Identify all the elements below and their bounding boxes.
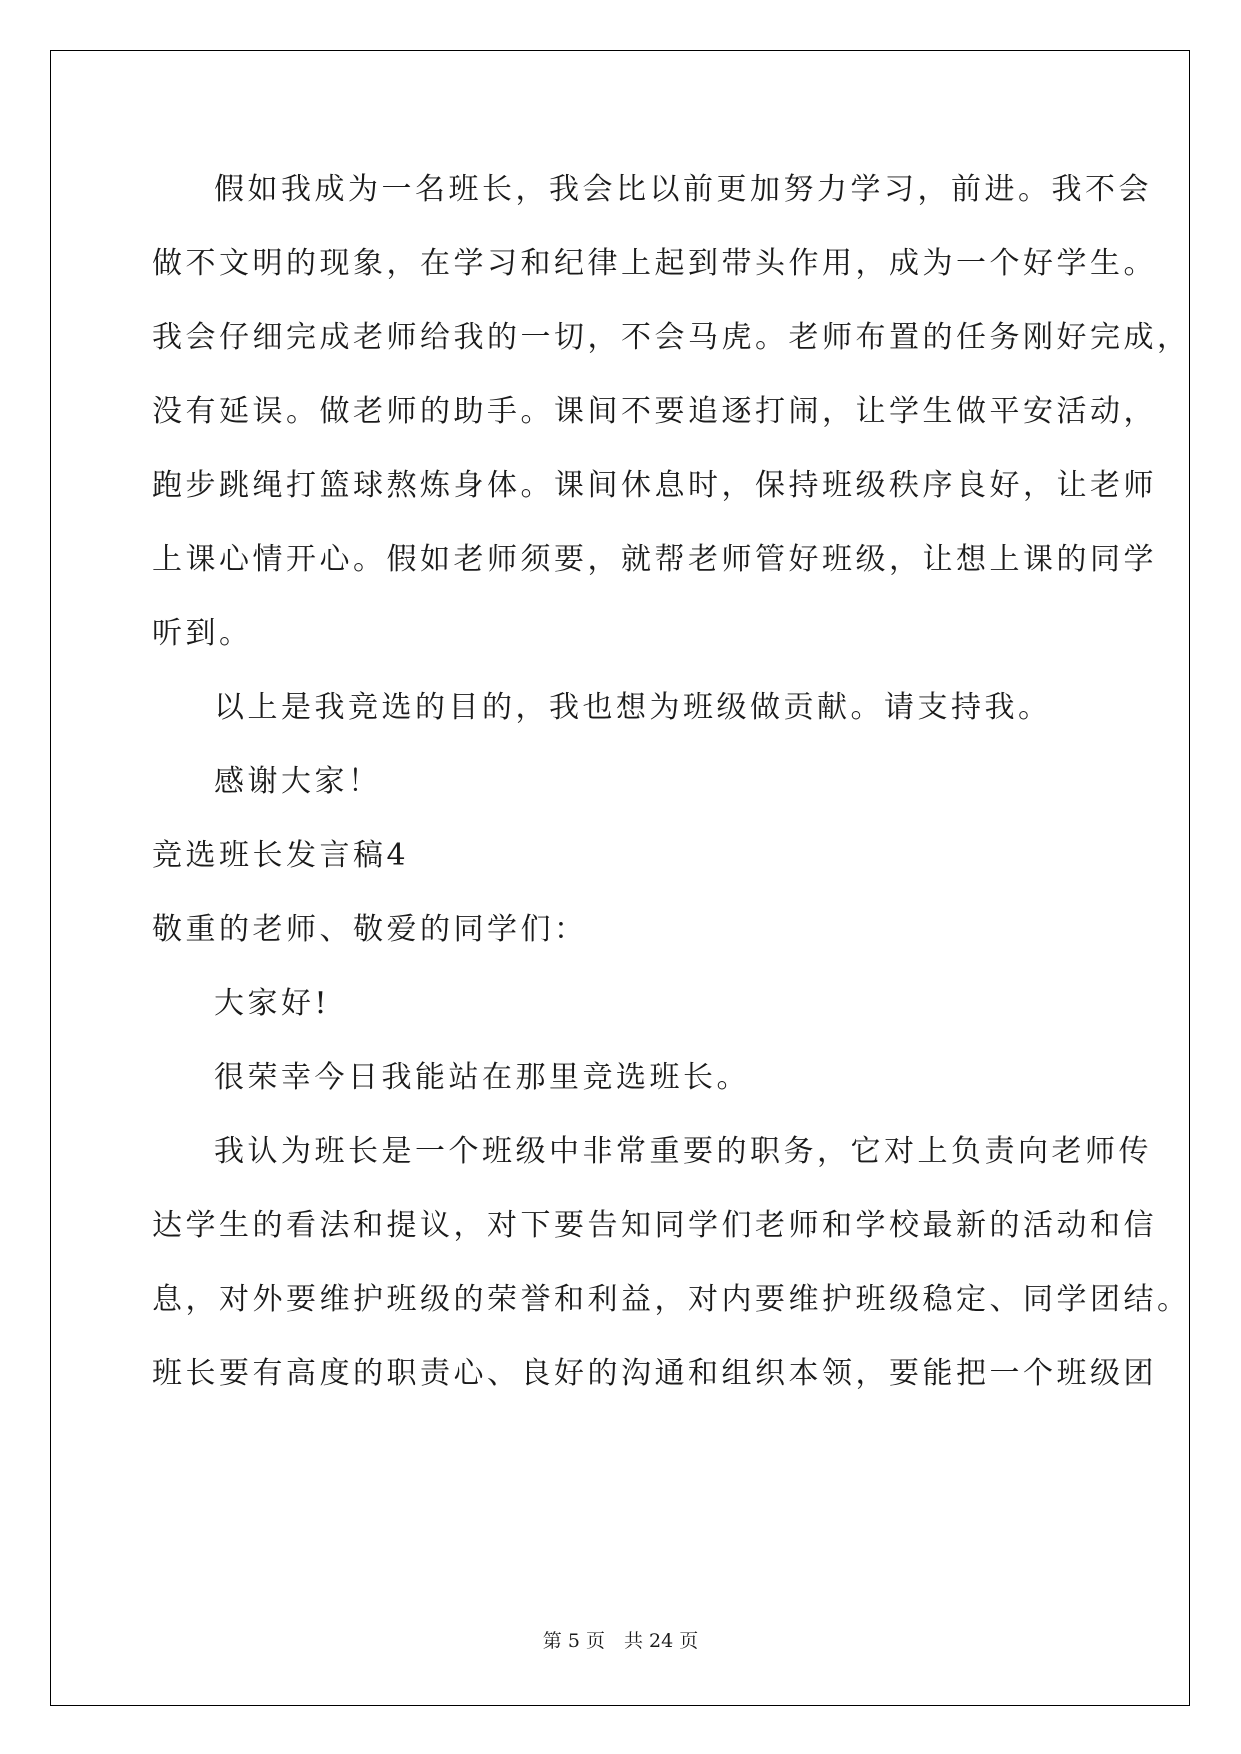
salutation: 敬重的老师、敬爱的同学们： xyxy=(152,912,588,947)
paragraph-line: 我认为班长是一个班级中非常重要的职务，它对上负责向老师传 xyxy=(214,1134,1152,1169)
paragraph-line: 假如我成为一名班长，我会比以前更加努力学习，前进。我不会 xyxy=(214,172,1152,207)
paragraph-line: 没有延误。做老师的助手。课间不要追逐打闹，让学生做平安活动， xyxy=(152,394,1157,429)
paragraph-line: 我会仔细完成老师给我的一切，不会马虎。老师布置的任务刚好完成， xyxy=(152,320,1191,355)
paragraph-line: 做不文明的现象，在学习和纪律上起到带头作用，成为一个好学生。 xyxy=(152,246,1157,281)
paragraph-line: 听到。 xyxy=(152,616,253,651)
greeting: 大家好! xyxy=(214,986,331,1021)
paragraph-line: 感谢大家！ xyxy=(214,764,382,799)
paragraph-line: 很荣幸今日我能站在那里竞选班长。 xyxy=(214,1060,750,1095)
page-number-footer: 第 5 页 共 24 页 xyxy=(542,1630,699,1652)
paragraph-line: 达学生的看法和提议，对下要告知同学们老师和学校最新的活动和信 xyxy=(152,1208,1157,1243)
page-border xyxy=(50,50,1190,1706)
paragraph-line: 跑步跳绳打篮球熬炼身体。课间休息时，保持班级秩序良好，让老师 xyxy=(152,468,1157,503)
paragraph-line: 息，对外要维护班级的荣誉和利益，对内要维护班级稳定、同学团结。 xyxy=(152,1282,1191,1317)
paragraph-line: 上课心情开心。假如老师须要，就帮老师管好班级，让想上课的同学 xyxy=(152,542,1157,577)
paragraph-line: 班长要有高度的职责心、良好的沟通和组织本领，要能把一个班级团 xyxy=(152,1356,1157,1391)
paragraph-line: 以上是我竞选的目的，我也想为班级做贡献。请支持我。 xyxy=(214,690,1052,725)
section-heading: 竞选班长发言稿4 xyxy=(152,838,410,873)
